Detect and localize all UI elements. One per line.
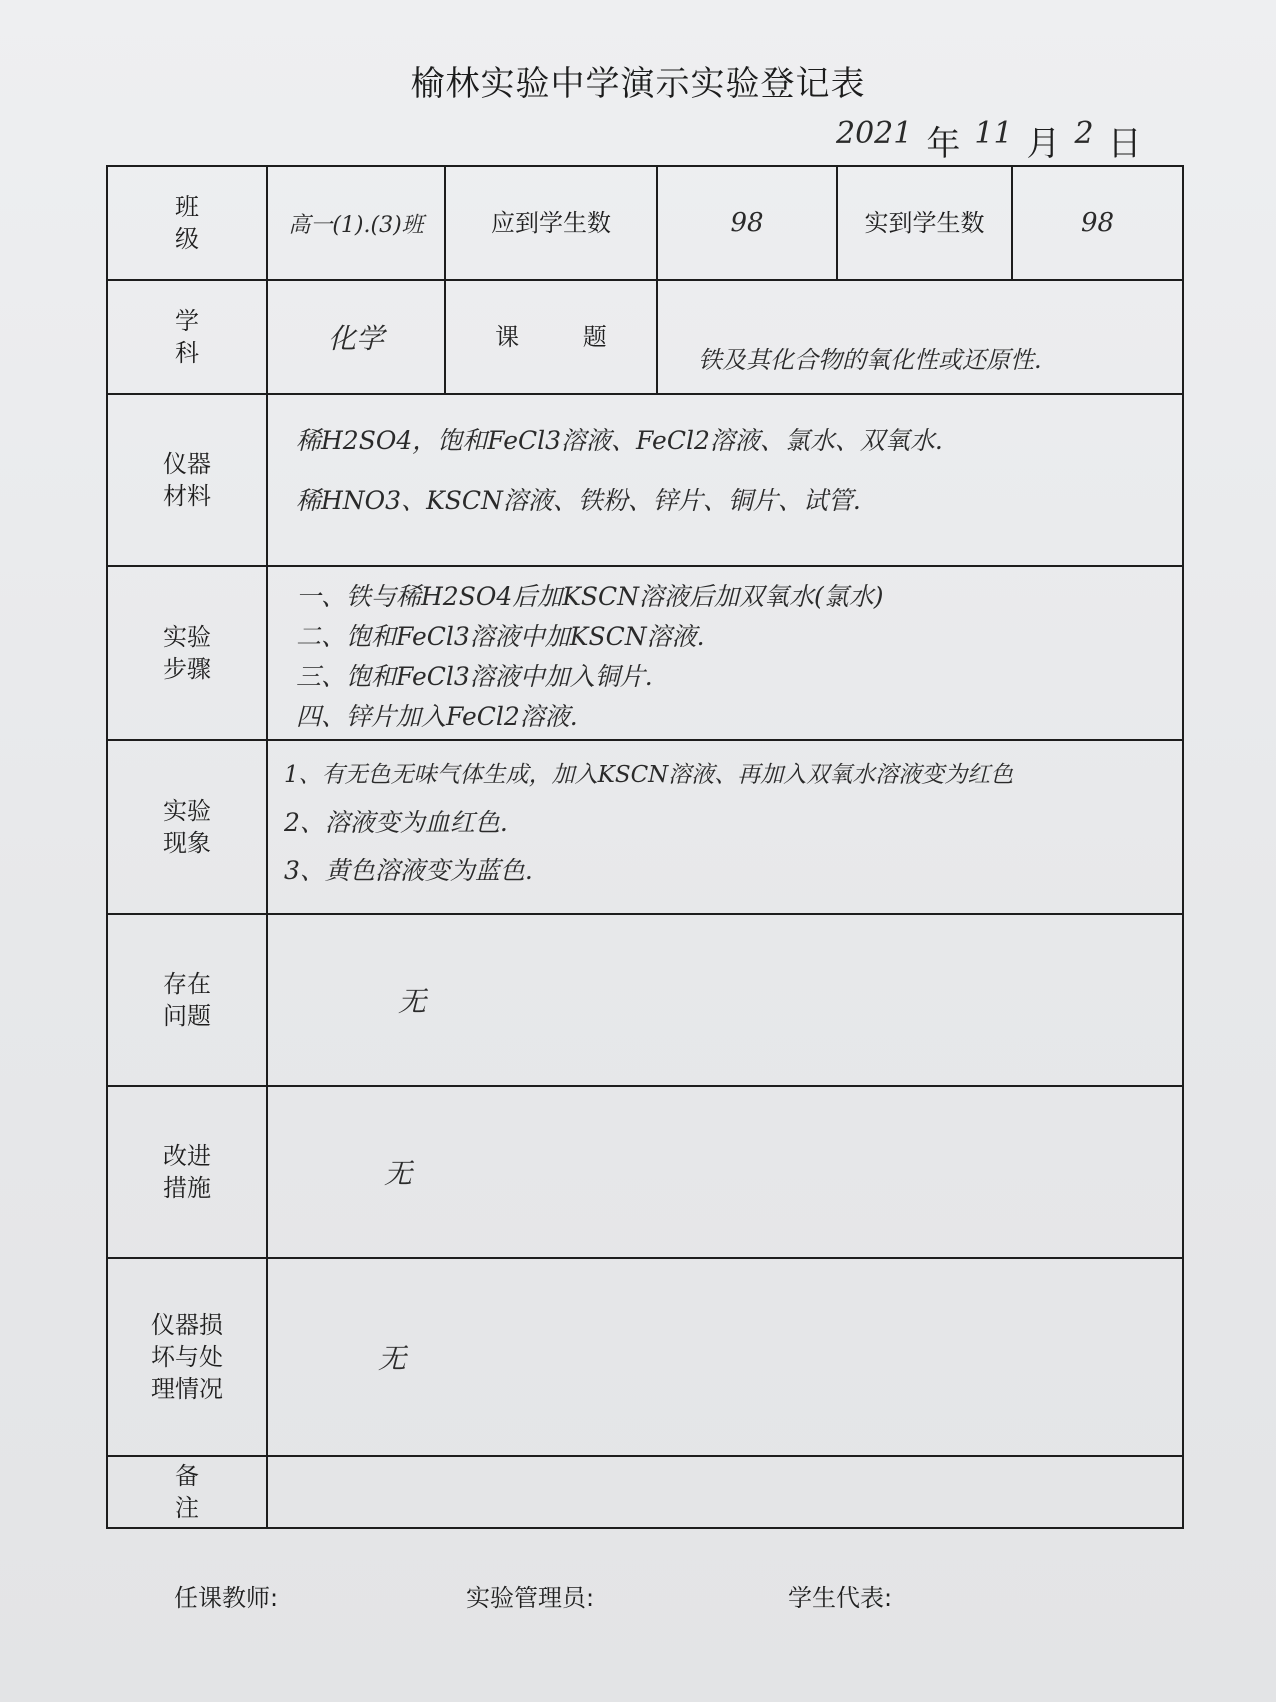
problems-label-line2: 问题 [163, 1002, 211, 1030]
problems-label [107, 914, 267, 1086]
materials-label [107, 394, 267, 566]
steps-label-line2: 步骤 [163, 655, 211, 683]
row-subject [107, 280, 1183, 394]
damage-label-line3: 理情况 [151, 1375, 223, 1403]
step-line: 四、锌片加入FeCl2溶液. [296, 702, 578, 731]
improvements-value: 无 [267, 1086, 1183, 1258]
materials-label-line2: 材料 [163, 482, 211, 510]
materials-line: 稀HNO3、KSCN溶液、铁粉、锌片、铜片、试管. [296, 486, 861, 515]
admin-signature-label: 实验管理员: [466, 1584, 595, 1612]
materials-label-line1: 仪器 [163, 450, 211, 478]
row-improvements [107, 1086, 1183, 1258]
phenomena-content [267, 740, 1183, 914]
notes-value [267, 1456, 1183, 1528]
row-damage [107, 1258, 1183, 1456]
teacher-signature-label: 任课教师: [174, 1584, 279, 1612]
expected-students-label: 应到学生数 [445, 166, 657, 280]
actual-students-label: 实到学生数 [837, 166, 1012, 280]
row-notes [107, 1456, 1183, 1528]
phenomena-label-line2: 现象 [163, 829, 211, 857]
improvements-label-line1: 改进 [163, 1142, 211, 1170]
improvements-label-line2: 措施 [163, 1174, 211, 1202]
step-line: 一、铁与稀H2SO4后加KSCN溶液后加双氧水(氯水) [296, 582, 884, 611]
phenomena-label-line1: 实验 [163, 797, 211, 825]
problems-label-line1: 存在 [163, 970, 211, 998]
row-problems [107, 914, 1183, 1086]
date-day-unit: 日 [1107, 124, 1142, 164]
actual-students-value: 98 [1012, 166, 1183, 280]
row-phenomena [107, 740, 1183, 914]
topic-label: 课 题 [445, 280, 657, 394]
form-title: 榆林实验中学演示实验登记表 [410, 64, 866, 104]
materials-content [267, 394, 1183, 566]
date-day: 2 [1074, 116, 1094, 151]
steps-label-line1: 实验 [163, 623, 211, 651]
damage-value: 无 [267, 1258, 1183, 1456]
row-steps [107, 566, 1183, 740]
row-class [107, 166, 1183, 280]
date-year-unit: 年 [926, 124, 961, 164]
phenomenon-line: 1、有无色无味气体生成，加入KSCN溶液、再加入双氧水溶液变为红色 [284, 762, 1014, 788]
phenomenon-line: 2、溶液变为血红色. [284, 808, 508, 837]
step-line: 三、饱和FeCl3溶液中加入铜片. [296, 662, 653, 691]
notes-label: 备 注 [107, 1456, 267, 1528]
step-line: 二、饱和FeCl3溶液中加KSCN溶液. [296, 622, 705, 651]
date-year: 2021 [836, 116, 913, 151]
improvements-label [107, 1086, 267, 1258]
expected-students-value: 98 [657, 166, 837, 280]
phenomenon-line: 3、黄色溶液变为蓝色. [284, 856, 533, 885]
subject-label: 学 科 [107, 280, 267, 394]
class-label: 班 级 [107, 166, 267, 280]
registration-table [106, 165, 1184, 1529]
steps-label [107, 566, 267, 740]
damage-label [107, 1258, 267, 1456]
form-date [836, 116, 1142, 165]
date-month: 11 [974, 116, 1013, 151]
date-month-unit: 月 [1026, 124, 1061, 164]
row-materials [107, 394, 1183, 566]
student-signature-label: 学生代表: [788, 1584, 893, 1612]
steps-content [267, 566, 1183, 740]
phenomena-label [107, 740, 267, 914]
topic-value: 铁及其化合物的氧化性或还原性. [657, 280, 1183, 394]
problems-value: 无 [267, 914, 1183, 1086]
subject-value: 化学 [267, 280, 445, 394]
materials-line: 稀H2SO4，饱和FeCl3溶液、FeCl2溶液、氯水、双氧水. [296, 426, 943, 455]
class-value: 高一(1).(3)班 [267, 166, 445, 280]
damage-label-line2: 坏与处 [151, 1343, 223, 1371]
damage-label-line1: 仪器损 [151, 1311, 223, 1339]
